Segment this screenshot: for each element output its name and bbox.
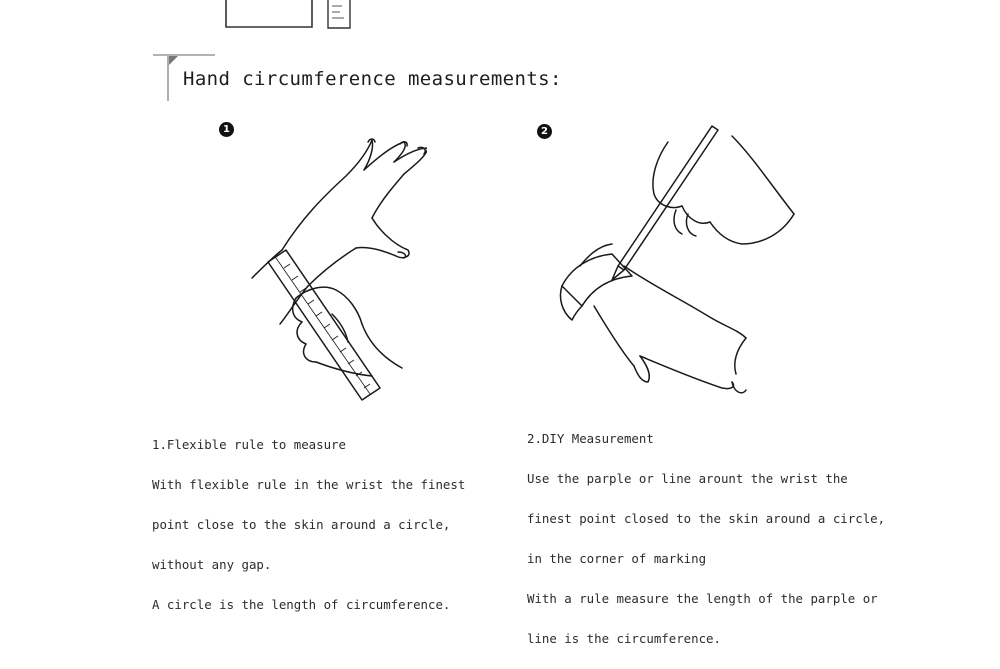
step-2-panel	[532, 116, 827, 406]
step-1-line: without any gap.	[152, 557, 272, 572]
hand-with-pen-and-paper-strip-illustration	[532, 116, 827, 406]
step-2-line: Use the parple or line arount the wrist the	[527, 471, 848, 486]
section-heading: Hand circumference measurements:	[183, 68, 562, 90]
hand-with-tape-measure-illustration	[212, 118, 427, 408]
step-2-line: finest point closed to the skin around a circle,	[527, 511, 886, 526]
partial-measurement-illustration	[220, 0, 360, 30]
step-1-caption	[152, 415, 465, 635]
step-2-line: in the corner of marking	[527, 551, 707, 566]
step-1-title: 1.Flexible rule to measure	[152, 437, 346, 452]
step-2-title: 2.DIY Measurement	[527, 431, 654, 446]
step-2-line: line is the circumference.	[527, 631, 721, 646]
step-2-line: With a rule measure the length of the parple or	[527, 591, 878, 606]
step-1-badge: 1	[219, 122, 234, 137]
step-1-line: point close to the skin around a circle,	[152, 517, 451, 532]
step-1-line: With flexible rule in the wrist the finest	[152, 477, 466, 492]
step-2-caption	[527, 409, 885, 669]
step-1-panel	[212, 118, 427, 408]
step-2-badge: 2	[537, 124, 552, 139]
step-1-line: A circle is the length of circumference.	[152, 597, 451, 612]
